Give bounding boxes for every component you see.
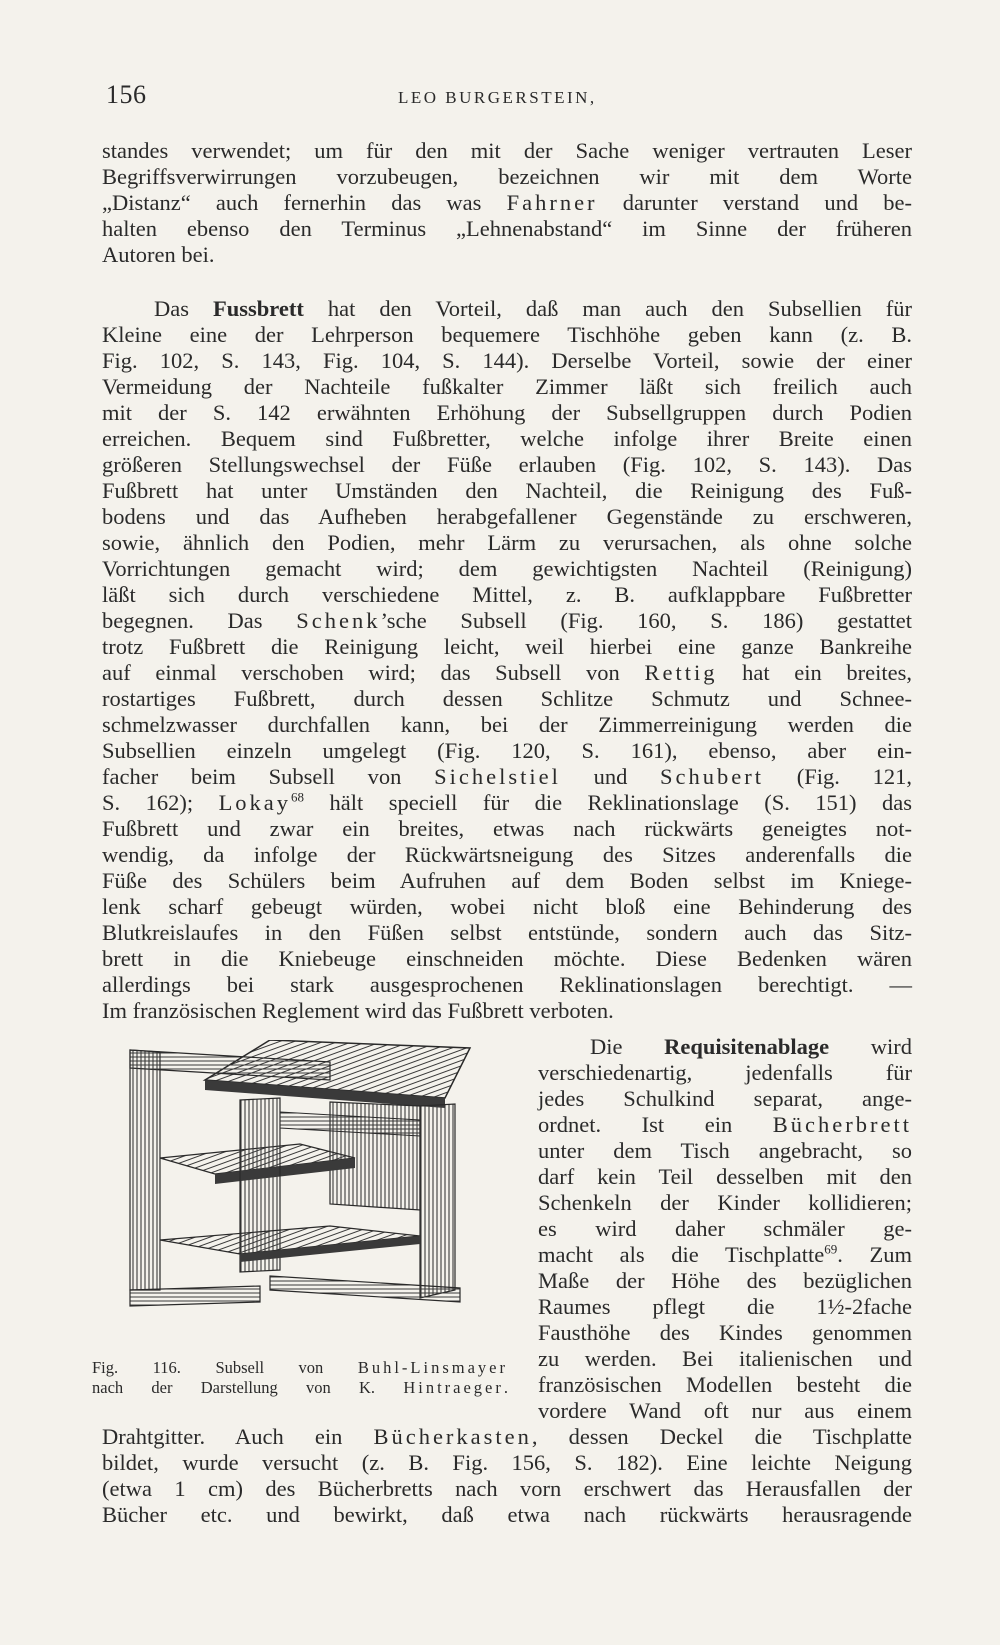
text-line: Bücher etc. und bewirkt, daß etwa nach rückwärts herausragende bbox=[102, 1502, 912, 1527]
text-span: , dessen Deckel die Tischplatte bbox=[531, 1424, 912, 1449]
text-span: begegnen. Das bbox=[102, 608, 297, 633]
term-spaced: Bücherkasten bbox=[373, 1424, 532, 1449]
text-line: rostartiges Fußbrett, durch dessen Schlitze Schmutz und Schnee- bbox=[102, 686, 912, 711]
text-span: ’sche Subsell (Fig. 160, S. 186) gestattet bbox=[380, 608, 912, 633]
text-span: (Fig. 121, bbox=[764, 764, 912, 789]
text-line: wendig, da infolge der Rückwärtsneigung des Sitzes anderenfalls die bbox=[102, 842, 912, 867]
text-line bbox=[538, 1242, 912, 1268]
caption-text: Fig. 116. Subsell von bbox=[92, 1358, 358, 1377]
text-line: größeren Stellungswechsel der Füße erlauben (Fig. 102, S. 143). Das bbox=[102, 452, 912, 477]
text-line bbox=[102, 190, 912, 216]
text-line: halten ebenso den Terminus „Lehnenabstand“ im Sinne der früheren bbox=[102, 216, 912, 241]
text-span: S. 162); bbox=[102, 790, 219, 815]
text-line: standes verwendet; um für den mit der Sache weniger vertrauten Leser bbox=[102, 138, 912, 163]
caption-text: . bbox=[503, 1378, 508, 1397]
author-name-spaced: Lokay bbox=[218, 790, 292, 815]
text-line bbox=[102, 296, 912, 322]
text-line: Fig. 102, S. 143, Fig. 104, S. 144). Derselbe Vorteil, sowie der einer bbox=[102, 348, 912, 373]
page-header bbox=[106, 80, 912, 114]
text-line: Begriffsverwirrungen vorzubeugen, bezeichnen wir mit dem Worte bbox=[102, 164, 912, 189]
running-head: LEO BURGERSTEIN, bbox=[398, 88, 597, 107]
text-line: verschiedenartig, jedenfalls für bbox=[538, 1060, 912, 1085]
text-span: Die bbox=[590, 1034, 665, 1059]
text-line: schmelzwasser durchfallen kann, bei der Zimmerreinigung werden die bbox=[102, 712, 912, 737]
text-span: auf einmal verschoben wird; das Subsell von bbox=[102, 660, 645, 685]
text-line: (etwa 1 cm) des Bücherbretts nach vorn erschwert das Herausfallen der bbox=[102, 1476, 912, 1501]
figure-caption-line bbox=[92, 1358, 508, 1378]
author-name-spaced: Sichelstiel bbox=[434, 764, 561, 789]
text-line bbox=[102, 1424, 912, 1450]
text-line: brett in die Kniebeuge einschneiden möchte. Diese Bedenken wären bbox=[102, 946, 912, 971]
text-span: Das bbox=[154, 296, 213, 321]
text-line: Fußbrett und zwar ein breites, etwas nach rückwärts geneigtes not- bbox=[102, 816, 912, 841]
text-span: und bbox=[560, 764, 661, 789]
text-line: Maße der Höhe des bezüglichen bbox=[538, 1268, 912, 1293]
desk-engraving bbox=[120, 1040, 520, 1340]
text-line: Vorrichtungen gemacht wird; dem gewichtigsten Nachteil (Reinigung) bbox=[102, 556, 912, 581]
author-name-spaced: Buhl-Linsmayer bbox=[357, 1358, 508, 1377]
text-line: Raumes pflegt die 1½-2fache bbox=[538, 1294, 912, 1319]
text-line: allerdings bei stark ausgesprochenen Reklinationslagen berechtigt. — bbox=[102, 972, 912, 997]
text-line bbox=[538, 1112, 912, 1138]
text-line: jedes Schulkind separat, ange- bbox=[538, 1086, 912, 1111]
author-name-spaced: Schubert bbox=[660, 764, 765, 789]
text-line: mit der S. 142 erwähnten Erhöhung der Subsellgruppen durch Podien bbox=[102, 400, 912, 425]
text-line bbox=[538, 1034, 912, 1060]
text-line: erreichen. Bequem sind Fußbretter, welche infolge ihrer Breite einen bbox=[102, 426, 912, 451]
text-line: Fausthöhe des Kindes genommen bbox=[538, 1320, 912, 1345]
footnote-ref: 68 bbox=[291, 789, 305, 805]
text-line: Vermeidung der Nachteile fußkalter Zimmer läßt sich freilich auch bbox=[102, 374, 912, 399]
text-span: macht als die Tischplatte bbox=[538, 1242, 825, 1267]
text-span: „Distanz“ auch fernerhin das was bbox=[102, 190, 507, 215]
text-line bbox=[102, 764, 912, 790]
text-span: Drahtgitter. Auch ein bbox=[102, 1424, 374, 1449]
text-line: vordere Wand oft nur aus einem bbox=[538, 1398, 912, 1423]
footnote-ref: 69 bbox=[824, 1241, 838, 1257]
text-line: Schenkeln der Kinder kollidieren; bbox=[538, 1190, 912, 1215]
text-line: Füße des Schülers beim Aufruhen auf dem Boden selbst im Kniege- bbox=[102, 868, 912, 893]
text-span: darunter verstand und be- bbox=[597, 190, 912, 215]
text-span: hält speciell für die Reklinationslage (S. 151) das bbox=[304, 790, 912, 815]
author-name-spaced: Rettig bbox=[644, 660, 718, 685]
text-line: läßt sich durch verschiedene Mittel, z. B. aufklappbare Fußbretter bbox=[102, 582, 912, 607]
text-span: facher beim Subsell von bbox=[102, 764, 435, 789]
text-line bbox=[102, 608, 912, 634]
text-line: trotz Fußbrett die Reinigung leicht, weil hierbei eine ganze Bankreihe bbox=[102, 634, 912, 659]
text-line: zu werden. Bei italienischen und bbox=[538, 1346, 912, 1371]
text-line: Fußbrett hat unter Umständen den Nachteil, die Reinigung des Fuß- bbox=[102, 478, 912, 503]
text-line: unter dem Tisch angebracht, so bbox=[538, 1138, 912, 1163]
author-name-spaced: Fahrner bbox=[506, 190, 598, 215]
text-line bbox=[102, 660, 912, 686]
text-line: Subsellien einzeln umgelegt (Fig. 120, S. 161), ebenso, aber ein- bbox=[102, 738, 912, 763]
figure-116-desk-illustration bbox=[120, 1040, 520, 1340]
text-span: hat ein breites, bbox=[717, 660, 912, 685]
text-span: hat den Vorteil, daß man auch den Subsellien für bbox=[303, 296, 912, 321]
text-line: bodens und das Aufheben herabgefallener Gegenstände zu erschweren, bbox=[102, 504, 912, 529]
text-span: wird bbox=[829, 1034, 912, 1059]
text-line: es wird daher schmäler ge- bbox=[538, 1216, 912, 1241]
caption-text: nach der Darstellung von K. bbox=[92, 1378, 404, 1397]
text-line: sowie, ähnlich den Podien, mehr Lärm zu verursachen, als ohne solche bbox=[102, 530, 912, 555]
text-line: Blutkreislaufes in den Füßen selbst entstünde, sondern auch das Sitz- bbox=[102, 920, 912, 945]
text-line bbox=[102, 790, 912, 816]
text-line: Im französischen Reglement wird das Fußbrett verboten. bbox=[102, 998, 614, 1023]
text-line: bildet, wurde versucht (z. B. Fig. 156, S. 182). Eine leichte Neigung bbox=[102, 1450, 912, 1475]
text-line: Autoren bei. bbox=[102, 242, 215, 267]
page-number: 156 bbox=[106, 80, 147, 109]
text-line: lenk scharf gebeugt würden, wobei nicht bloß eine Behinderung des bbox=[102, 894, 912, 919]
author-name-spaced: Schenk bbox=[296, 608, 381, 633]
keyword-requisitenablage: Requisitenablage bbox=[664, 1034, 830, 1059]
author-name-spaced: Hintraeger bbox=[403, 1378, 504, 1397]
text-line: französischen Modellen besteht die bbox=[538, 1372, 912, 1397]
figure-caption-line bbox=[92, 1378, 508, 1398]
text-span: ordnet. Ist ein bbox=[538, 1112, 773, 1137]
keyword-fussbrett: Fussbrett bbox=[213, 296, 304, 321]
text-span: . Zum bbox=[837, 1242, 912, 1267]
text-line: Kleine eine der Lehrperson bequemere Tischhöhe geben kann (z. B. bbox=[102, 322, 912, 347]
term-spaced: Bücherbrett bbox=[772, 1112, 912, 1137]
text-line: darf kein Teil desselben mit den bbox=[538, 1164, 912, 1189]
